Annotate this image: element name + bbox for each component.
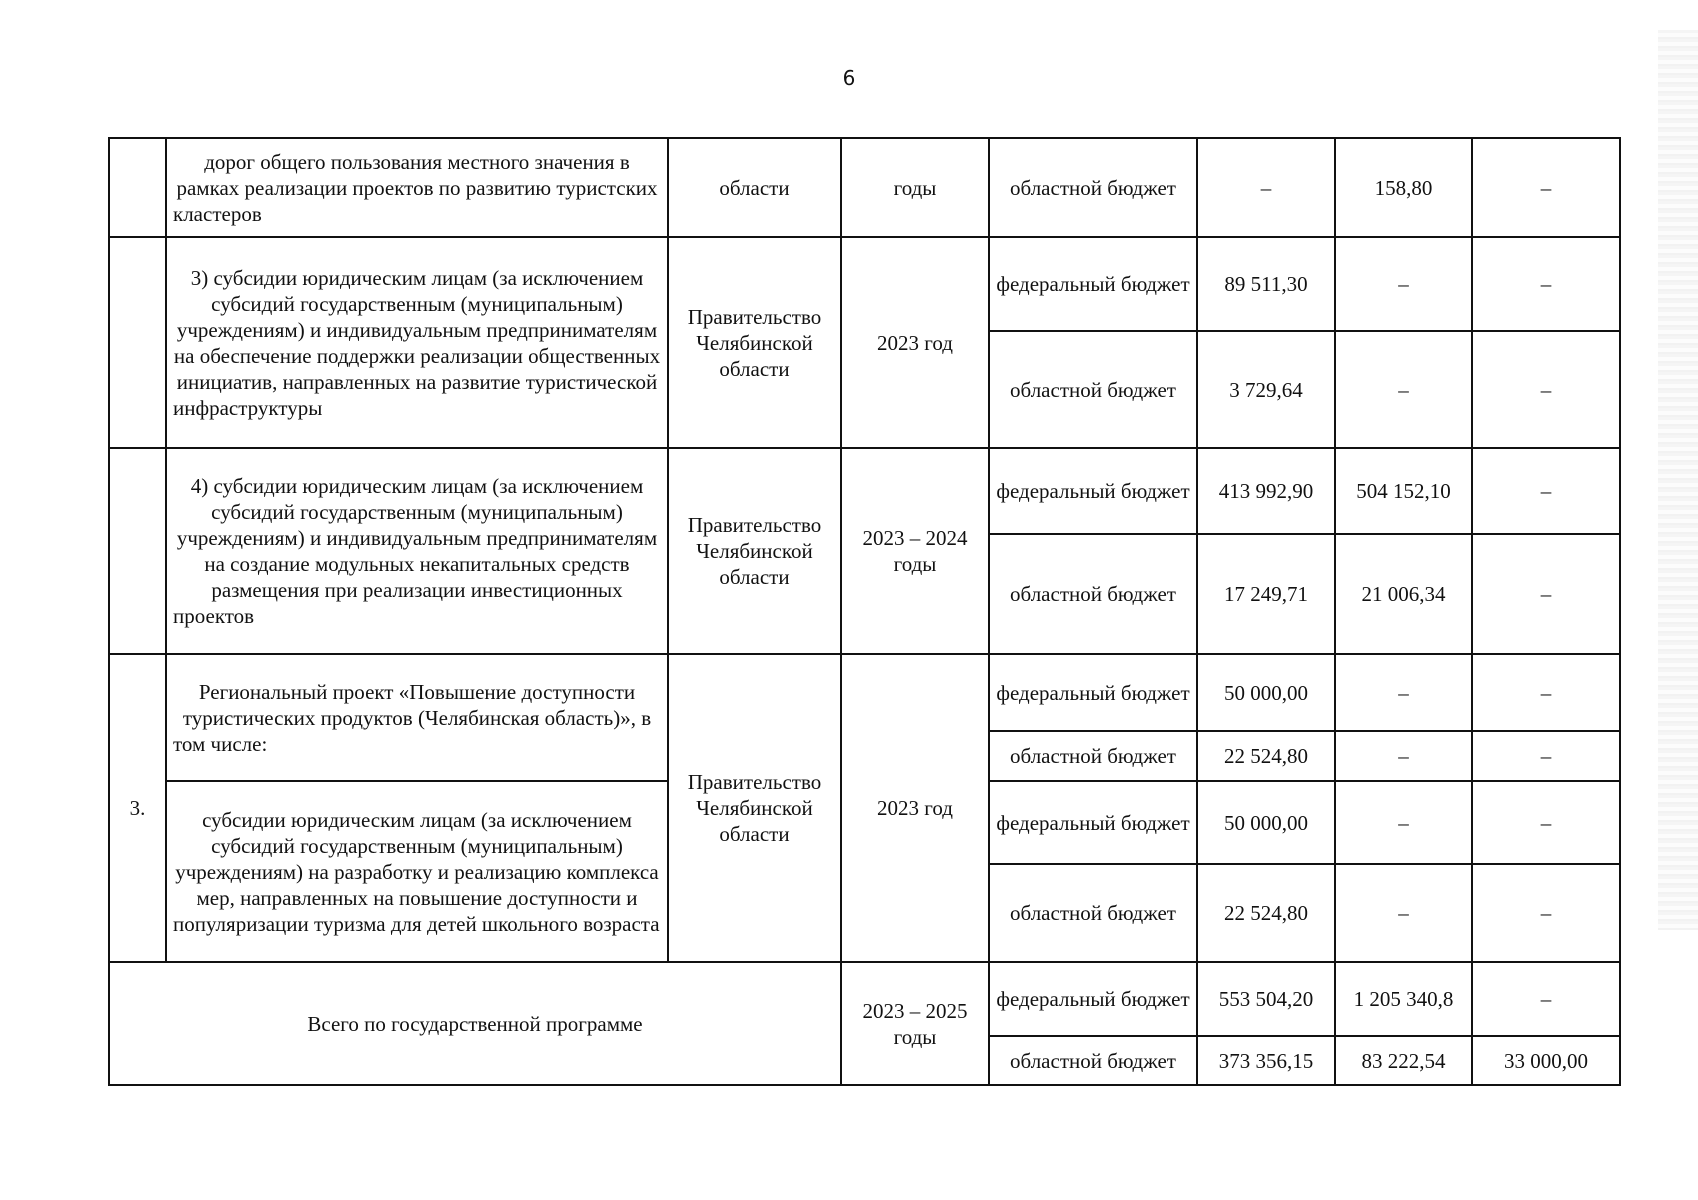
value-2023-cell: 89 511,30	[1197, 237, 1335, 331]
value-2025-cell: –	[1472, 781, 1620, 864]
table-row	[109, 237, 1620, 331]
value-2023-cell: 22 524,80	[1197, 731, 1335, 781]
funding-source-cell: областной бюджет	[989, 534, 1197, 654]
table-row	[109, 138, 1620, 237]
period-cell: 2023 год	[841, 654, 989, 962]
funding-source-cell: областной бюджет	[989, 864, 1197, 962]
table-row	[109, 448, 1620, 534]
page-number: 6	[842, 66, 856, 90]
value-2023-cell: 50 000,00	[1197, 654, 1335, 731]
num-cell: 3.	[109, 654, 166, 962]
description-cell: Региональный проект «Повышение доступности туристических продуктов (Челябинская область)», в том числе:	[166, 654, 668, 781]
value-2025-cell: –	[1472, 138, 1620, 237]
value-2024-cell: –	[1335, 237, 1472, 331]
description-cell: субсидии юридическим лицам (за исключением субсидий государственным (муниципальным) учреждениям) на разработку и реализацию комплекса мер, направленных на повышение доступности и популяризации туризма для детей школьного возраста	[166, 781, 668, 962]
value-2024-cell: –	[1335, 731, 1472, 781]
funding-source-cell: областной бюджет	[989, 1036, 1197, 1085]
total-label: Всего по государственной программе	[109, 962, 841, 1085]
value-2023-cell: 17 249,71	[1197, 534, 1335, 654]
description-cell: 4) субсидии юридическим лицам (за исключением субсидий государственным (муниципальным) учреждениям) и индивидуальным предпринимателям на создание модульных некапитальных средств размещения при реализации инвестиционных проектов	[166, 448, 668, 654]
executor-cell: области	[668, 138, 841, 237]
value-2023-cell: 373 356,15	[1197, 1036, 1335, 1085]
executor-cell: Правительство Челябинской области	[668, 448, 841, 654]
value-2023-cell: 50 000,00	[1197, 781, 1335, 864]
funding-source-cell: областной бюджет	[989, 138, 1197, 237]
value-2025-cell: –	[1472, 962, 1620, 1036]
value-2025-cell: –	[1472, 864, 1620, 962]
num-cell	[109, 237, 166, 448]
num-cell	[109, 448, 166, 654]
num-cell	[109, 138, 166, 237]
funding-source-cell: федеральный бюджет	[989, 781, 1197, 864]
funding-source-cell: областной бюджет	[989, 331, 1197, 448]
value-2025-cell: –	[1472, 448, 1620, 534]
value-2025-cell: –	[1472, 237, 1620, 331]
value-2024-cell: –	[1335, 781, 1472, 864]
value-2023-cell: 413 992,90	[1197, 448, 1335, 534]
executor-cell: Правительство Челябинской области	[668, 654, 841, 962]
budget-table	[108, 137, 1621, 1086]
description-cell: дорог общего пользования местного значения в рамках реализации проектов по развитию туристских кластеров	[166, 138, 668, 237]
value-2024-cell: 504 152,10	[1335, 448, 1472, 534]
value-2023-cell: –	[1197, 138, 1335, 237]
value-2025-cell: –	[1472, 731, 1620, 781]
value-2023-cell: 553 504,20	[1197, 962, 1335, 1036]
scan-edge-artifact	[1658, 30, 1698, 930]
value-2023-cell: 22 524,80	[1197, 864, 1335, 962]
funding-source-cell: федеральный бюджет	[989, 654, 1197, 731]
value-2024-cell: 83 222,54	[1335, 1036, 1472, 1085]
value-2024-cell: –	[1335, 654, 1472, 731]
value-2024-cell: 158,80	[1335, 138, 1472, 237]
value-2025-cell: –	[1472, 331, 1620, 448]
value-2024-cell: 1 205 340,8	[1335, 962, 1472, 1036]
funding-source-cell: федеральный бюджет	[989, 448, 1197, 534]
value-2024-cell: 21 006,34	[1335, 534, 1472, 654]
period-cell: 2023 год	[841, 237, 989, 448]
value-2024-cell: –	[1335, 331, 1472, 448]
value-2023-cell: 3 729,64	[1197, 331, 1335, 448]
executor-cell: Правительство Челябинской области	[668, 237, 841, 448]
table-row	[109, 654, 1620, 731]
period-cell: 2023 – 2025 годы	[841, 962, 989, 1085]
value-2025-cell: –	[1472, 534, 1620, 654]
value-2025-cell: 33 000,00	[1472, 1036, 1620, 1085]
funding-source-cell: областной бюджет	[989, 731, 1197, 781]
funding-source-cell: федеральный бюджет	[989, 237, 1197, 331]
period-cell: годы	[841, 138, 989, 237]
value-2025-cell: –	[1472, 654, 1620, 731]
description-cell: 3) субсидии юридическим лицам (за исключением субсидий государственным (муниципальным) учреждениям) и индивидуальным предпринимателям на обеспечение поддержки реализации общественных инициатив, направленных на развитие туристической инфраструктуры	[166, 237, 668, 448]
funding-source-cell: федеральный бюджет	[989, 962, 1197, 1036]
total-row	[109, 962, 1620, 1036]
value-2024-cell: –	[1335, 864, 1472, 962]
period-cell: 2023 – 2024 годы	[841, 448, 989, 654]
